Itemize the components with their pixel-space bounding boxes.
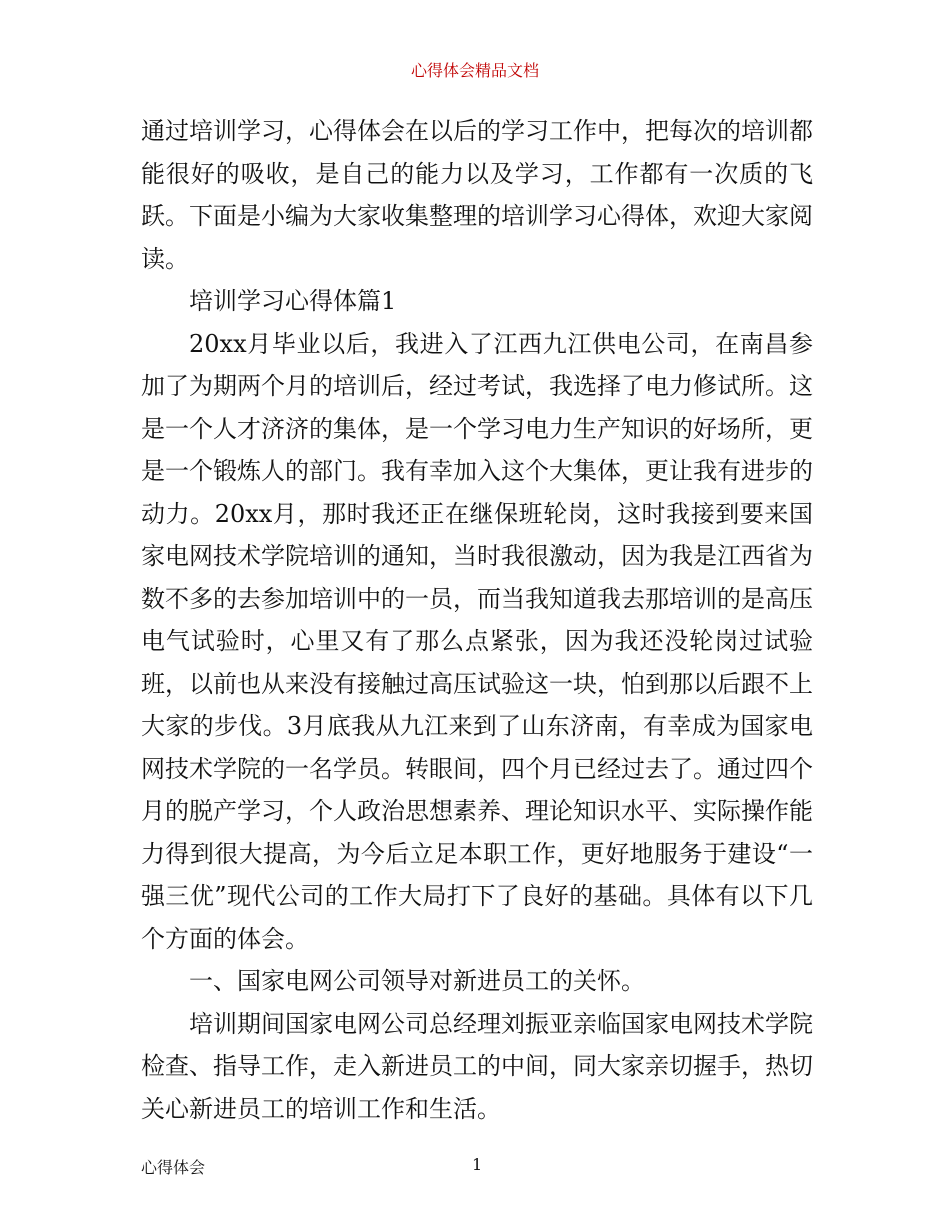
main-paragraph: 20xx月毕业以后，我进入了江西九江供电公司，在南昌参加了为期两个月的培训后，经过考试，我选择了电力修试所。这是一个人才济济的集体，是一个学习电力生产知识的好场所，更是一个锻炼人的部门。我有幸加入这个大集体，更让我有进步的动力。20xx月，那时我还正在继保班轮岗，这时我接到要来国家电网技术学院培训的通知，当时我很激动，因为我是江西省为数不多的去参加培训中的一员，而当我知道我去那培训的是高压电气试验时，心里又有了那么点紧张，因为我还没轮岗过试验班，以前也从来没有接触过高压试验这一块，怕到那以后跟不上大家的步伐。3月底我从九江来到了山东济南，有幸成为国家电网技术学院的一名学员。转眼间，四个月已经过去了。通过四个月的脱产学习，个人政治思想素养、理论知识水平、实际操作能力得到很大提高，为今后立足本职工作，更好地服务于建设“一强三优”现代公司的工作大局打下了良好的基础。具体有以下几个方面的体会。	[141, 329, 813, 953]
footer-label: 心得体会	[141, 1158, 206, 1177]
document-body	[141, 110, 813, 1130]
section-heading: 培训学习心得体篇1	[189, 287, 397, 315]
subsection-heading: 一、国家电网公司领导对新进员工的关怀。	[189, 967, 645, 995]
page-footer	[141, 1155, 813, 1179]
page-header-title: 心得体会精品文档	[410, 61, 539, 80]
closing-paragraph: 培训期间国家电网公司总经理刘振亚亲临国家电网技术学院检查、指导工作，走入新进员工的中间，同大家亲切握手，热切关心新进员工的培训工作和生活。	[141, 1009, 813, 1123]
intro-paragraph: 通过培训学习，心得体会在以后的学习工作中，把每次的培训都能很好的吸收，是自己的能力以及学习，工作都有一次质的飞跃。下面是小编为大家收集整理的培训学习心得体，欢迎大家阅读。	[141, 117, 813, 273]
page-number: 1	[472, 1155, 483, 1174]
